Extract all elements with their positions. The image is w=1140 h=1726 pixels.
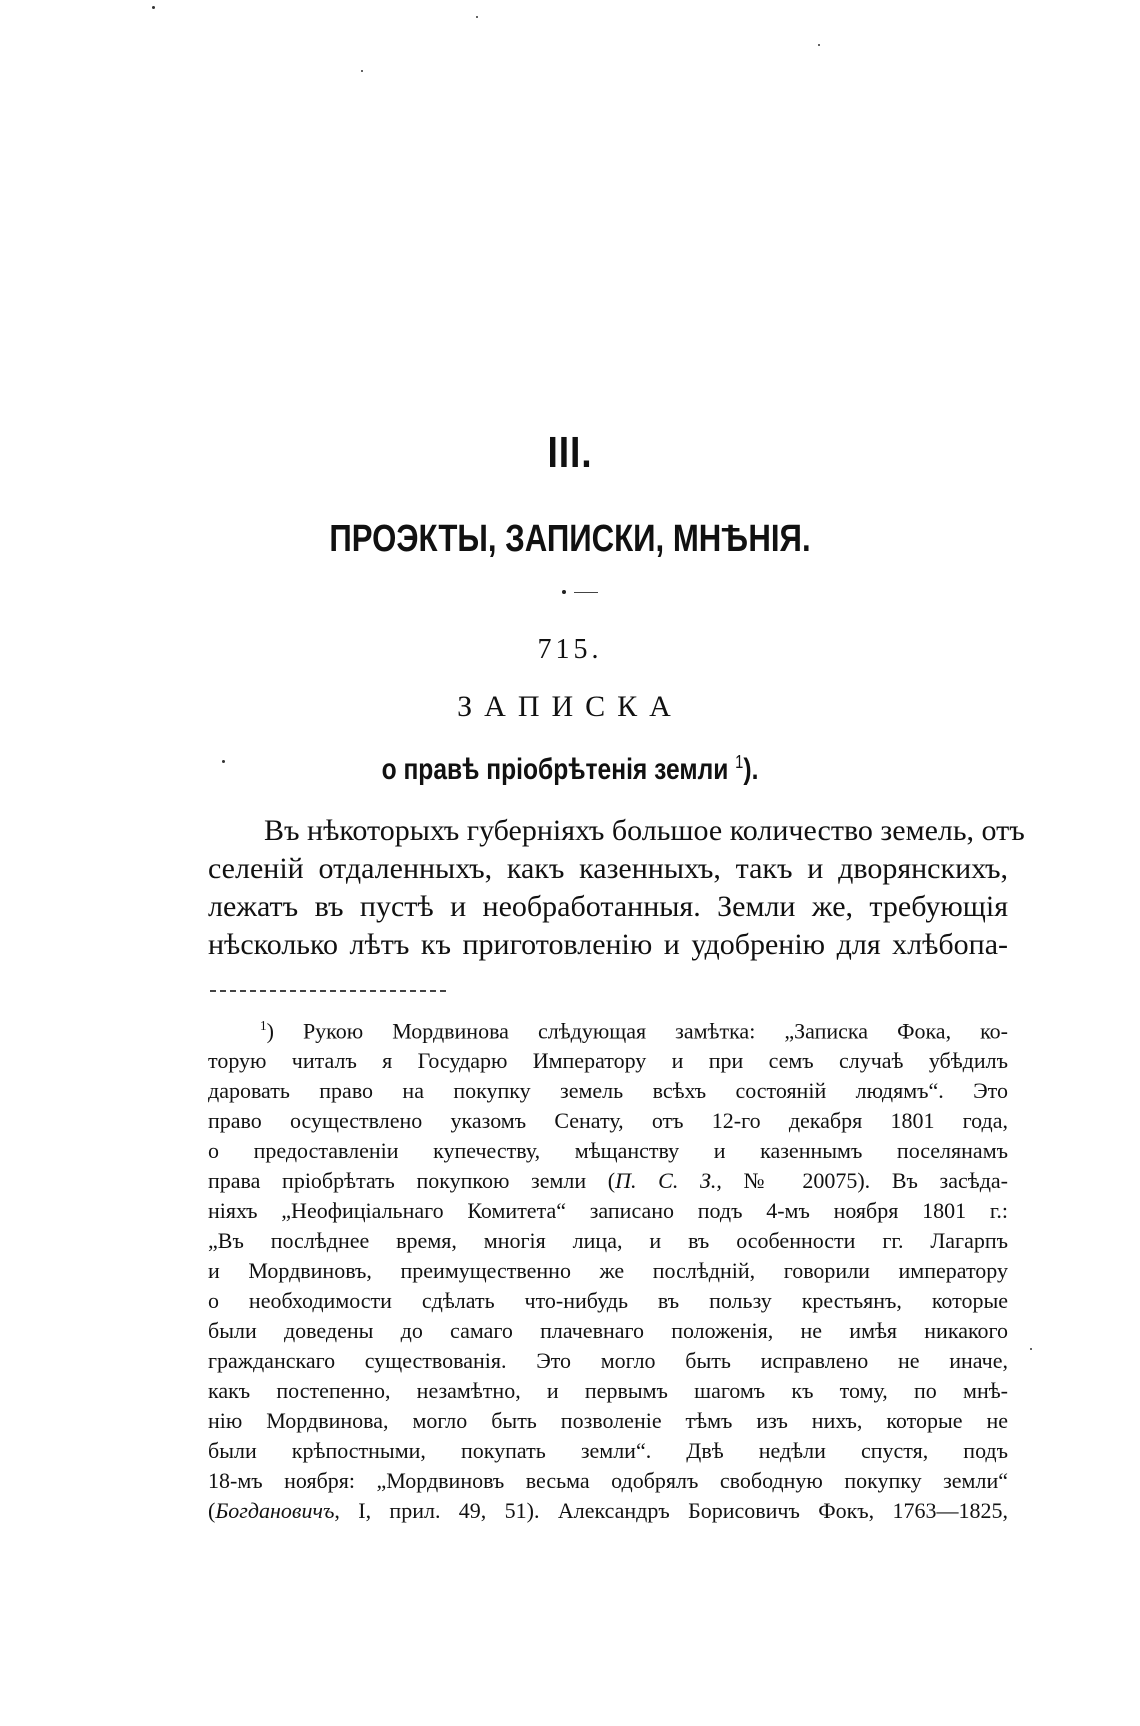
title-ornament — [562, 590, 598, 592]
speck — [1030, 1348, 1032, 1350]
subtitle-close: ). — [743, 753, 759, 786]
footnote-line: о предоставленіи купечеству, мѣщанству и казеннымъ поселянамъ — [208, 1138, 1008, 1164]
section-title: ПРОЭКТЫ, ЗАПИСКИ, МНѢНІЯ. — [329, 518, 811, 560]
body-line: селеній отдаленныхъ, какъ казенныхъ, такъ и дворянскихъ, — [208, 852, 1008, 885]
footnote-line: (Богдановичъ, I, прил. 49, 51). Александръ Борисовичъ Фокъ, 1763—1825, — [208, 1498, 1008, 1524]
footnote-line: права пріобрѣтать покупкою земли (П. С. З., № 20075). Въ засѣда- — [208, 1168, 1008, 1194]
footnote-line: нію Мордвинова, могло быть позволеніе тѣмъ изъ нихъ, которые не — [208, 1408, 1008, 1434]
body-line: лежатъ въ пустѣ и необработанныя. Земли же, требующія — [208, 890, 1008, 923]
body-line: Въ нѣкоторыхъ губерніяхъ большое количество земель, отъ — [264, 814, 1025, 847]
footnote — [208, 1011, 1008, 1526]
footnote-line: „Въ послѣднее время, многія лица, и въ особенности гг. Лагарпъ — [208, 1228, 1008, 1254]
body-paragraph — [208, 812, 1025, 964]
footnote-line: ніяхъ „Неофиціальнаго Комитета“ записано подъ 4-мъ ноября 1801 г.: — [208, 1198, 1008, 1224]
footnote-line: гражданскаго существованія. Это могло быть исправлено не иначе, — [208, 1348, 1008, 1374]
footnote-line: $^1$) Рукою Мордвинова слѣдующая замѣтка: „Записка Фока, ко- — [260, 1018, 1008, 1044]
citation-author: Богдановичъ — [215, 1498, 335, 1524]
footnote-divider — [210, 990, 446, 992]
footnote-line: были доведены до самаго плачевнаго положенія, не имѣя никакого — [208, 1318, 1008, 1344]
footnote-line: 18-мъ ноября: „Мордвиновъ весьма одобрялъ свободную покупку земли“ — [208, 1468, 1008, 1494]
document-subtitle — [103, 752, 1038, 787]
footnote-line: даровать право на покупку земель всѣхъ состояній людямъ“. Это — [208, 1078, 1008, 1104]
section-number: III. — [547, 428, 593, 477]
speck — [152, 6, 155, 9]
speck — [361, 70, 363, 72]
footnote-line: и Мордвиновъ, преимущественно же послѣдній, говорили императору — [208, 1258, 1008, 1284]
document-number: 715. — [537, 634, 603, 665]
body-line: нѣсколько лѣтъ къ приготовленію и удобренію для хлѣбопа- — [208, 928, 1008, 961]
footnote-mark: 1 — [260, 1018, 267, 1033]
footnote-line: о необходимости сдѣлать что-нибудь въ пользу крестьянъ, которые — [208, 1288, 1008, 1314]
footnote-line: были крѣпостными, покупать земли“. Двѣ недѣли спустя, подъ — [208, 1438, 1008, 1464]
footnote-line: торую читалъ я Государю Императору и при семъ случаѣ убѣдилъ — [208, 1048, 1008, 1074]
footnote-line: право осуществлено указомъ Сенату, отъ 12-го декабря 1801 года, — [208, 1108, 1008, 1134]
footnote-reference: 1 — [735, 752, 744, 772]
subtitle-text: о правѣ пріобрѣтенія земли — [381, 753, 729, 786]
citation-source: П. С. З. — [615, 1168, 717, 1194]
footnote-line: какъ постепенно, незамѣтно, и первымъ шагомъ къ тому, по мнѣ- — [208, 1378, 1008, 1404]
document-heading: ЗАПИСКА — [457, 690, 683, 723]
speck — [818, 44, 820, 46]
speck — [476, 16, 478, 18]
